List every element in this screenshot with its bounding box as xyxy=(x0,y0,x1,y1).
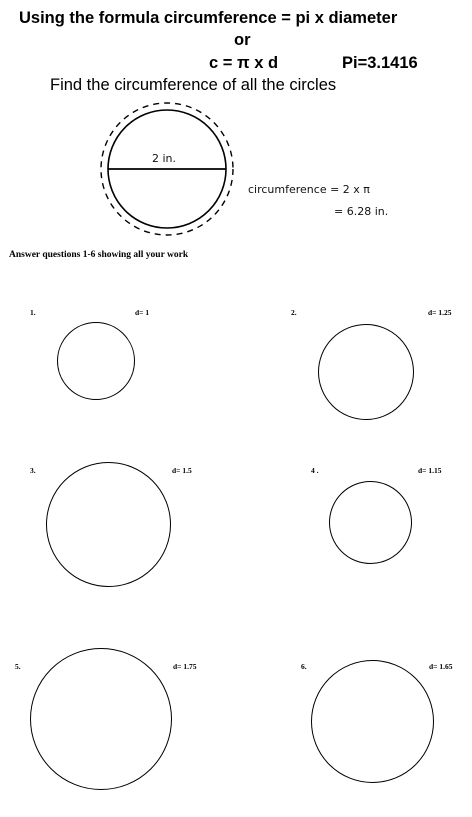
question-number: 1. xyxy=(30,308,36,317)
example-calc-line1: circumference = 2 x π xyxy=(248,183,370,196)
title-or: or xyxy=(234,31,251,49)
example-diameter-label: 2 in. xyxy=(152,152,177,165)
example-circle-figure xyxy=(97,99,237,239)
title-formula: Using the formula circumference = pi x diameter xyxy=(19,9,398,27)
question-3-circle xyxy=(46,462,171,587)
question-number: 4 . xyxy=(311,466,319,475)
question-diameter: d= 1.65 xyxy=(429,662,453,671)
instructions: Answer questions 1-6 showing all your work xyxy=(9,250,189,260)
question-number: 3. xyxy=(30,466,36,475)
question-1-circle xyxy=(57,322,135,400)
pi-value: Pi=3.1416 xyxy=(342,54,418,72)
question-diameter: d= 1 xyxy=(135,308,150,317)
example-calc-line2: = 6.28 in. xyxy=(334,205,389,218)
formula-symbolic: c = π x d xyxy=(209,54,279,72)
question-diameter: d= 1.15 xyxy=(418,466,442,475)
question-number: 2. xyxy=(291,308,297,317)
question-6-circle xyxy=(311,660,434,783)
question-diameter: d= 1.5 xyxy=(172,466,192,475)
question-number: 5. xyxy=(15,662,21,671)
question-number: 6. xyxy=(301,662,307,671)
question-2-circle xyxy=(318,324,414,420)
question-4-circle xyxy=(329,481,412,564)
question-diameter: d= 1.25 xyxy=(428,308,452,317)
page-subtitle: Find the circumference of all the circles xyxy=(50,76,337,94)
example-circle-icon xyxy=(97,99,237,239)
question-diameter: d= 1.75 xyxy=(173,662,197,671)
question-5-circle xyxy=(30,648,172,790)
